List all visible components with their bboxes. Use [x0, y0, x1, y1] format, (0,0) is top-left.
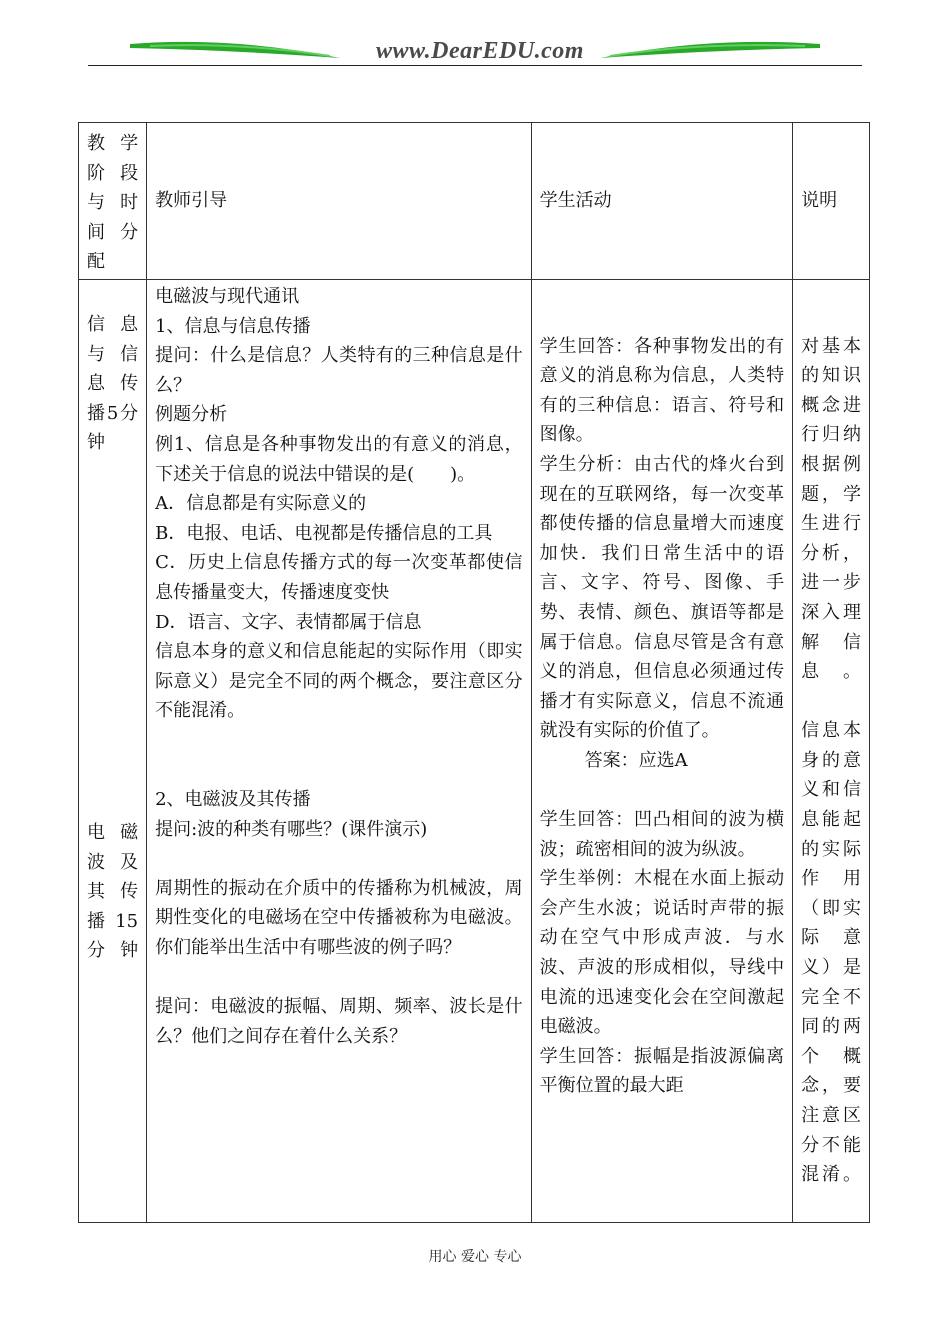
student-answer-2: 学生回答：凹凸相间的波为横波；疏密相间的波为纵波。 — [539, 809, 785, 860]
teacher-header: 教师引导 — [155, 190, 228, 212]
note-1: 对基本的知识概念进行归纳根据例题，学生进行分析，进一步深入理解信息。 — [801, 335, 861, 683]
table-header-row — [79, 123, 870, 280]
student-answer-3: 学生回答：振幅是指波源偏离平衡位置的最大距 — [539, 1045, 785, 1097]
teacher-explanation: 信息本身的意义和信息能起的实际作用（即实际意义）是完全不同的两个概念，要注意区分不能混淆。 — [155, 641, 523, 722]
teacher-question-3: 提问：电磁波的振幅、周期、频率、波长是什么？他们之间存在着什么关系？ — [155, 996, 523, 1047]
stage-cell — [79, 279, 147, 1222]
page-header — [0, 0, 950, 80]
teacher-option-b: B．电报、电话、电视都是传播信息的工具 — [155, 522, 493, 544]
note-header: 说明 — [801, 190, 838, 212]
teacher-option-d: D．语言、文字、表情都属于信息 — [155, 611, 422, 633]
teacher-example-1: 例1、信息是各种事物发出的有意义的消息，下述关于信息的说法中错误的是( )。 — [155, 433, 523, 485]
student-cell — [531, 279, 792, 1222]
teacher-wave-definition: 周期性的振动在介质中的传播称为机械波，周期性变化的电磁场在空中传播被称为电磁波。你们能举出生活中有哪些波的例子吗？ — [155, 877, 523, 959]
teacher-option-a: A．信息都是有实际意义的 — [155, 493, 367, 515]
teacher-section-1: 1、信息与信息传播 — [155, 315, 311, 337]
teacher-cell — [147, 279, 532, 1222]
note-cell — [793, 279, 870, 1222]
teacher-example-heading: 例题分析 — [155, 404, 228, 426]
teacher-header-cell — [147, 123, 532, 280]
header-rule — [88, 65, 862, 66]
note-header-cell — [793, 123, 870, 280]
stage-header-cell — [79, 123, 147, 280]
student-examples: 学生举例：木棍在水面上振动会产生水波；说话时声带的振动在空气中形成声波．与水波、声波的形成相似，导线中电流的迅速变化会在空间激起电磁波。 — [539, 868, 785, 1038]
student-analysis: 学生分析：由古代的烽火台到现在的互联网络，每一次变革都使传播的信息量增大而速度加快．我们日常生活中的语言、文字、符号、图像、手势、表情、颜色、旗语等都是属于信息。信息尽管是含有意义的消息，但信息必须通过传播才有实际意义，信息不流通就没有实际的价值了。 — [539, 453, 785, 742]
page-footer: 用心 爱心 专心 — [428, 1249, 522, 1265]
stage-1-label: 信息与信息传播5分钟 — [87, 313, 139, 454]
student-answer-choice: 答案：应选A — [584, 749, 688, 771]
stage-2-label: 电磁波及其传播15分钟 — [87, 821, 139, 962]
stage-header: 教学阶段与时间分配 — [87, 133, 139, 273]
site-url: www.DearEDU.com — [376, 38, 584, 64]
lesson-plan-table — [78, 122, 870, 1223]
student-header-cell — [531, 123, 792, 280]
teacher-title: 电磁波与现代通讯 — [155, 285, 300, 307]
teacher-question-2: 提问:波的种类有哪些？(课件演示) — [155, 818, 428, 840]
table-body-row — [79, 279, 870, 1222]
note-2: 信息本身的意义和信息能起的实际作用（即实际意义）是完全不同的两个概念，要注意区分不能混淆。 — [801, 720, 861, 1186]
teacher-section-2: 2、电磁波及其传播 — [155, 789, 311, 811]
student-answer-1: 学生回答：各种事物发出的有意义的消息称为信息，人类特有的三种信息：语言、符号和图像。 — [539, 335, 785, 446]
teacher-option-c: C．历史上信息传播方式的每一次变革都使信息传播量变大，传播速度变快 — [155, 552, 523, 603]
teacher-question-1: 提问：什么是信息？人类特有的三种信息是什么？ — [155, 345, 523, 396]
student-header: 学生活动 — [539, 190, 612, 212]
